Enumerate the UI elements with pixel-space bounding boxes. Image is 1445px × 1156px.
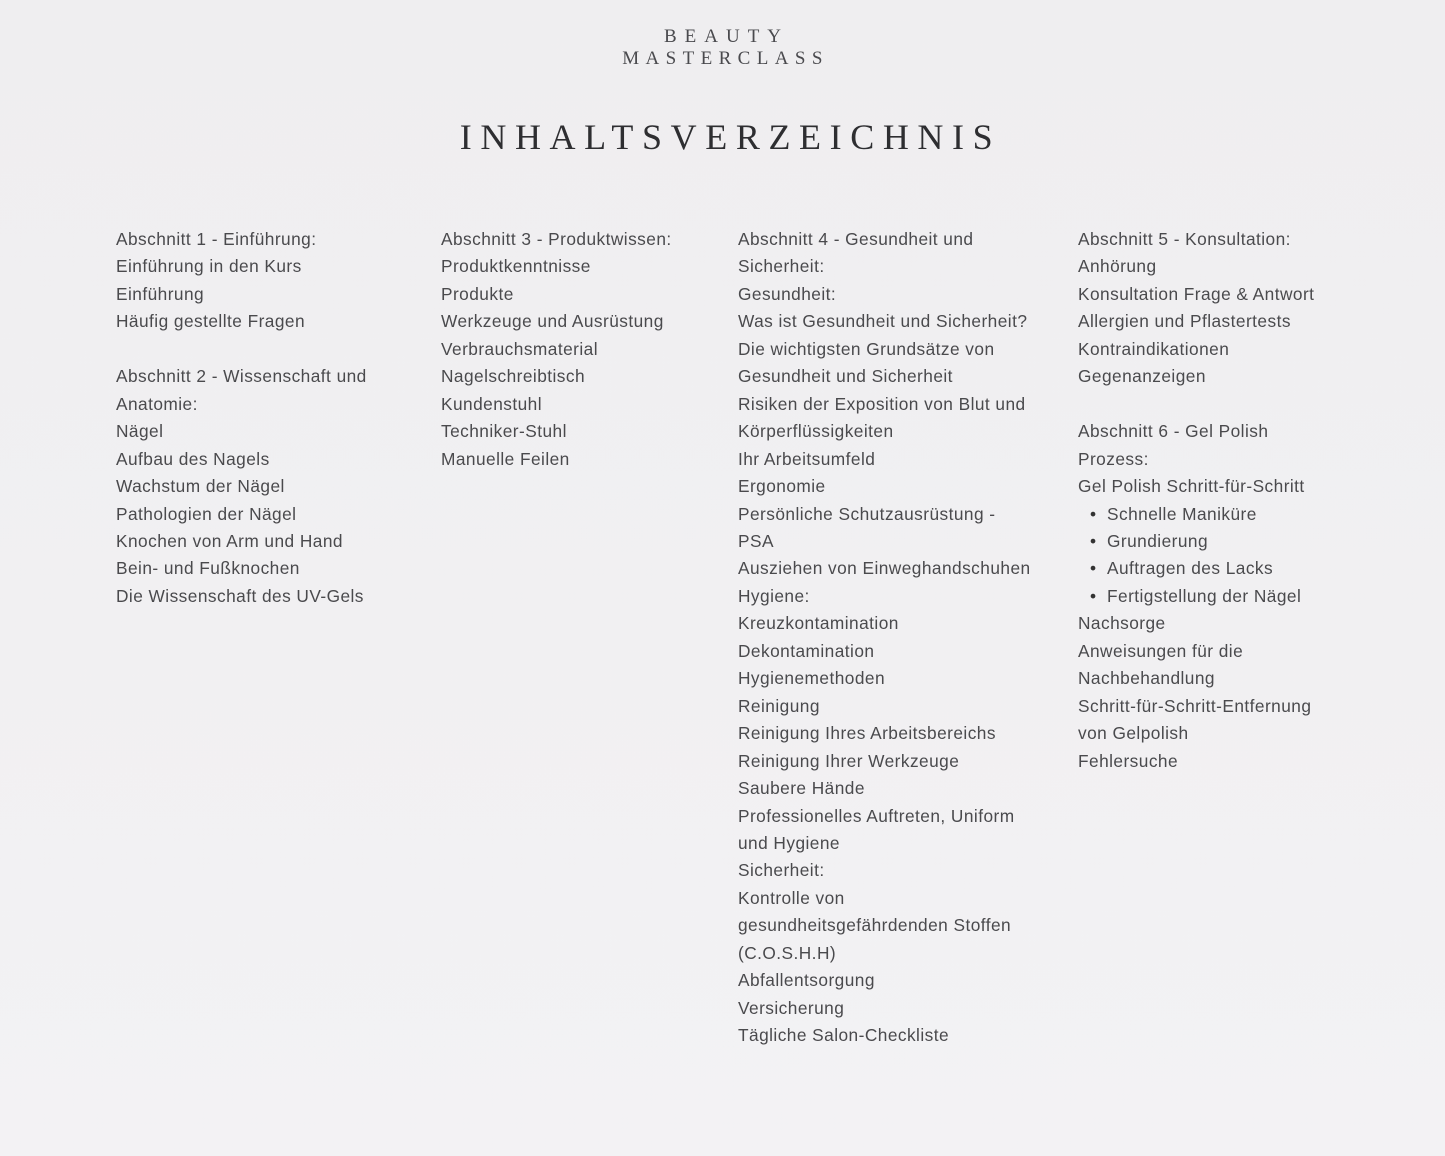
toc-item: Pathologien der Nägel xyxy=(116,503,297,524)
toc-item: Einführung in den Kurs xyxy=(116,256,302,277)
toc-item: Hygienemethoden xyxy=(738,668,886,689)
toc-item: Einführung xyxy=(116,283,205,304)
toc-item: Dekontamination xyxy=(738,640,875,661)
toc-item: Nachsorge xyxy=(1078,613,1166,634)
toc-item: Reinigung Ihrer Werkzeuge xyxy=(738,750,960,771)
toc-item: (C.O.S.H.H) xyxy=(738,942,837,963)
toc-item: Was ist Gesundheit und Sicherheit? xyxy=(738,311,1028,332)
toc-item: Anweisungen für die xyxy=(1078,640,1244,661)
toc-item: Wachstum der Nägel xyxy=(116,476,285,497)
brand-line-1: BEAUTY xyxy=(663,26,790,47)
toc-item: Sicherheit: xyxy=(738,860,825,881)
toc-item: Professionelles Auftreten, Uniform xyxy=(738,805,1015,826)
toc-item: Reinigung Ihres Arbeitsbereichs xyxy=(738,723,996,744)
toc-item: Prozess: xyxy=(1078,448,1149,469)
toc-item: PSA xyxy=(738,530,774,551)
toc-item: Techniker-Stuhl xyxy=(441,421,567,442)
toc-item: Allergien und Pflastertests xyxy=(1078,311,1291,332)
toc-item: Ergonomie xyxy=(738,476,826,497)
section-heading: Abschnitt 6 - Gel Polish xyxy=(1078,421,1269,442)
toc-item: Produkte xyxy=(441,283,514,304)
toc-item: Nägel xyxy=(116,421,164,442)
toc-item: Anatomie: xyxy=(116,393,198,414)
toc-item: Werkzeuge und Ausrüstung xyxy=(441,311,664,332)
toc-item: Gesundheit und Sicherheit xyxy=(738,366,953,387)
toc-item: Ausziehen von Einweghandschuhen xyxy=(738,558,1031,579)
toc-item: Knochen von Arm und Hand xyxy=(116,530,343,551)
toc-bullet-item: • Grundierung xyxy=(1090,530,1209,551)
section-heading: Abschnitt 5 - Konsultation: xyxy=(1078,229,1291,249)
toc-item: Produktkenntnisse xyxy=(441,256,591,277)
section-heading: Abschnitt 3 - Produktwissen: xyxy=(441,229,672,249)
toc-item: Kontrolle von xyxy=(738,887,845,908)
toc-item: Nagelschreibtisch xyxy=(441,366,586,387)
toc-item: Die Wissenschaft des UV-Gels xyxy=(116,585,364,606)
section-heading: Abschnitt 4 - Gesundheit und xyxy=(738,229,974,249)
toc-item: Ihr Arbeitsumfeld xyxy=(738,448,876,469)
toc-item: Kreuzkontamination xyxy=(738,613,899,634)
toc-item: gesundheitsgefährdenden Stoffen xyxy=(738,915,1012,936)
toc-item: Abfallentsorgung xyxy=(738,970,875,991)
toc-item: Manuelle Feilen xyxy=(441,448,570,469)
brand-logo xyxy=(0,26,1445,70)
toc-item: und Hygiene xyxy=(738,832,840,853)
toc-bullet-item: • Fertigstellung der Nägel xyxy=(1090,585,1302,606)
toc-bullet-item: • Auftragen des Lacks xyxy=(1090,558,1274,579)
toc-column-3 xyxy=(738,226,1031,1050)
toc-item: Gesundheit: xyxy=(738,283,837,304)
toc-item: Aufbau des Nagels xyxy=(116,448,270,469)
toc-item: Die wichtigsten Grundsätze von xyxy=(738,338,995,359)
toc-column-1 xyxy=(116,226,367,610)
toc-column-2 xyxy=(441,226,672,473)
toc-item: Reinigung xyxy=(738,695,820,716)
toc-item: Schritt-für-Schritt-Entfernung xyxy=(1078,695,1312,716)
toc-item: Konsultation Frage & Antwort xyxy=(1078,283,1315,304)
toc-item: von Gelpolish xyxy=(1078,723,1189,744)
page-title: INHALTSVERZEICHNIS xyxy=(459,117,1002,157)
toc-item: Sicherheit: xyxy=(738,256,825,277)
toc-item: Hygiene: xyxy=(738,585,810,606)
toc-item: Tägliche Salon-Checkliste xyxy=(738,1025,950,1046)
section-heading: Abschnitt 2 - Wissenschaft und xyxy=(116,366,367,387)
toc-item: Kundenstuhl xyxy=(441,393,543,414)
toc-item: Nachbehandlung xyxy=(1078,668,1215,689)
section-heading: Abschnitt 1 - Einführung: xyxy=(116,229,317,249)
brand-line-2: MASTERCLASS xyxy=(622,48,829,69)
toc-item: Kontraindikationen xyxy=(1078,338,1230,359)
toc-item: Häufig gestellte Fragen xyxy=(116,311,306,332)
toc-bullet-item: • Schnelle Maniküre xyxy=(1090,503,1257,524)
toc-item: Persönliche Schutzausrüstung - xyxy=(738,503,996,524)
toc-column-4 xyxy=(1078,226,1314,775)
toc-item: Saubere Hände xyxy=(738,778,865,799)
toc-item: Gegenanzeigen xyxy=(1078,366,1206,387)
toc-item: Körperflüssigkeiten xyxy=(738,421,894,442)
toc-item: Gel Polish Schritt-für-Schritt xyxy=(1078,476,1305,497)
toc-item: Versicherung xyxy=(738,997,845,1018)
toc-item: Risiken der Exposition von Blut und xyxy=(738,393,1026,414)
toc-item: Anhörung xyxy=(1078,256,1157,277)
toc-item: Fehlersuche xyxy=(1078,750,1179,771)
toc-item: Bein- und Fußknochen xyxy=(116,558,300,579)
section-spacer xyxy=(116,336,367,363)
section-spacer xyxy=(1078,391,1314,418)
toc-item: Verbrauchsmaterial xyxy=(441,338,598,359)
